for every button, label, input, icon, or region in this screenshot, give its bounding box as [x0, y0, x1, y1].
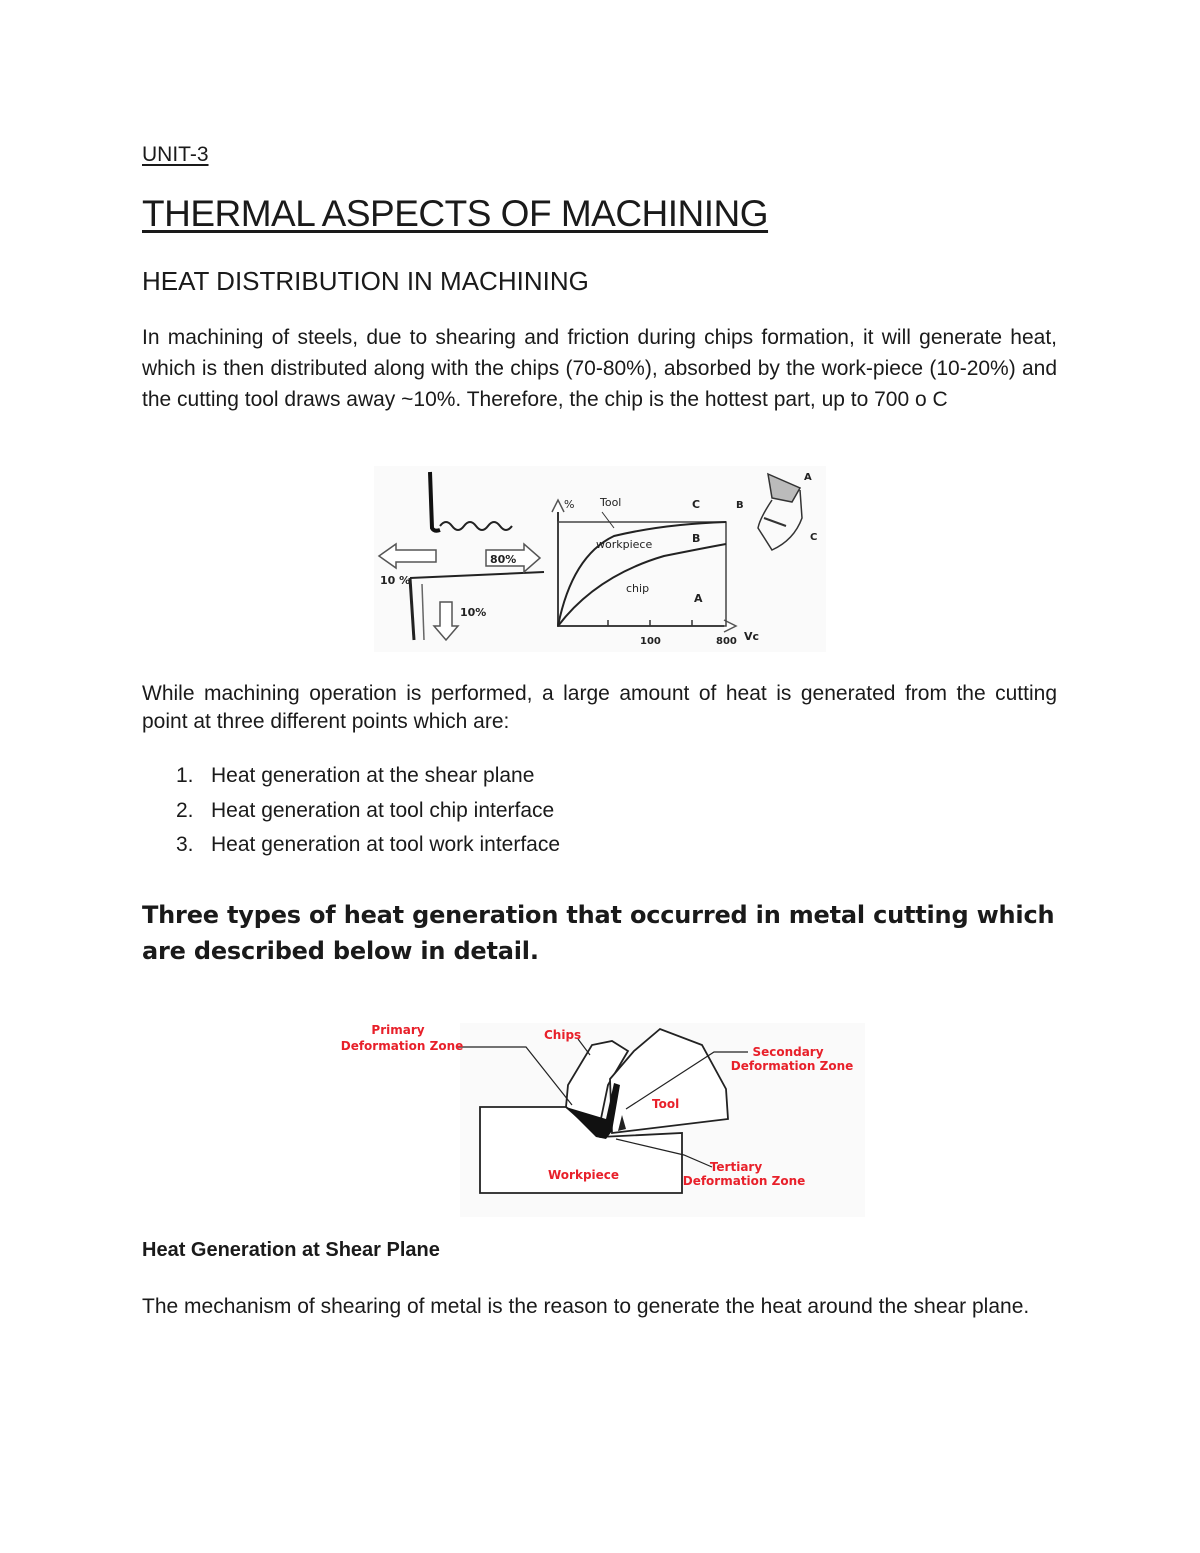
inset-b-label: B	[736, 500, 744, 511]
curve-c-label: C	[692, 498, 701, 511]
y-axis-label: %	[564, 498, 575, 511]
tick-100-label: 100	[640, 636, 661, 647]
list-item: 2. Heat generation at tool chip interface	[176, 798, 555, 822]
primary-label-line2: Deformation Zone	[340, 1039, 464, 1053]
chip-label: chip	[626, 582, 650, 595]
heat-distribution-figure	[374, 466, 826, 652]
secondary-label-line2: Deformation Zone	[730, 1059, 854, 1073]
left-percent-label: 10 %	[380, 574, 411, 587]
secondary-label: Secondary	[752, 1045, 824, 1059]
tool-label: Tool	[600, 496, 622, 509]
workpiece-label: workpiece	[596, 538, 653, 551]
tool-label: Tool	[652, 1097, 680, 1111]
shear-plane-paragraph: The mechanism of shearing of metal is the reason to generate the heat around the shear plane.	[142, 1295, 1030, 1318]
chips-label: Chips	[544, 1028, 582, 1042]
deformation-zones-figure	[330, 1015, 865, 1217]
x-axis-label: Vc	[744, 630, 760, 643]
tertiary-label-line2: Deformation Zone	[682, 1174, 806, 1188]
chip-percent-label: 80%	[490, 553, 517, 566]
workpiece-label: Workpiece	[548, 1168, 620, 1182]
tick-800-label: 800	[716, 636, 737, 647]
heat-points-list	[176, 760, 560, 864]
primary-label: Primary	[371, 1023, 425, 1037]
intro-paragraph: In machining of steels, due to shearing and friction during chips formation, it will generate heat, which is then distributed along with the chips (70-80%), absorbed by the work-piece (10-20%) and the cutting tool draws away ~10%. Therefore, the chip is the hottest part, up to 700 o C	[142, 326, 1057, 411]
tool-percent-label: 10%	[460, 606, 487, 619]
types-heading: Three types of heat generation that occurred in metal cutting which are described below in detail.	[142, 901, 1055, 965]
curve-a-label: A	[694, 592, 703, 605]
list-item: 3. Heat generation at tool work interface	[176, 833, 561, 856]
tertiary-label: Tertiary	[709, 1160, 763, 1174]
section-subtitle: HEAT DISTRIBUTION IN MACHINING	[142, 266, 589, 296]
inset-c-label: C	[810, 532, 818, 543]
curve-b-label: B	[692, 532, 701, 545]
page-title: THERMAL ASPECTS OF MACHINING	[142, 193, 769, 234]
shear-plane-heading: Heat Generation at Shear Plane	[142, 1239, 440, 1261]
heat-points-paragraph: While machining operation is performed, a large amount of heat is generated from the cutting point at three different points which are:	[142, 682, 1057, 733]
inset-a-label: A	[804, 472, 812, 483]
list-item: 1. Heat generation at the shear plane	[176, 764, 535, 787]
unit-label: UNIT-3	[142, 143, 209, 166]
